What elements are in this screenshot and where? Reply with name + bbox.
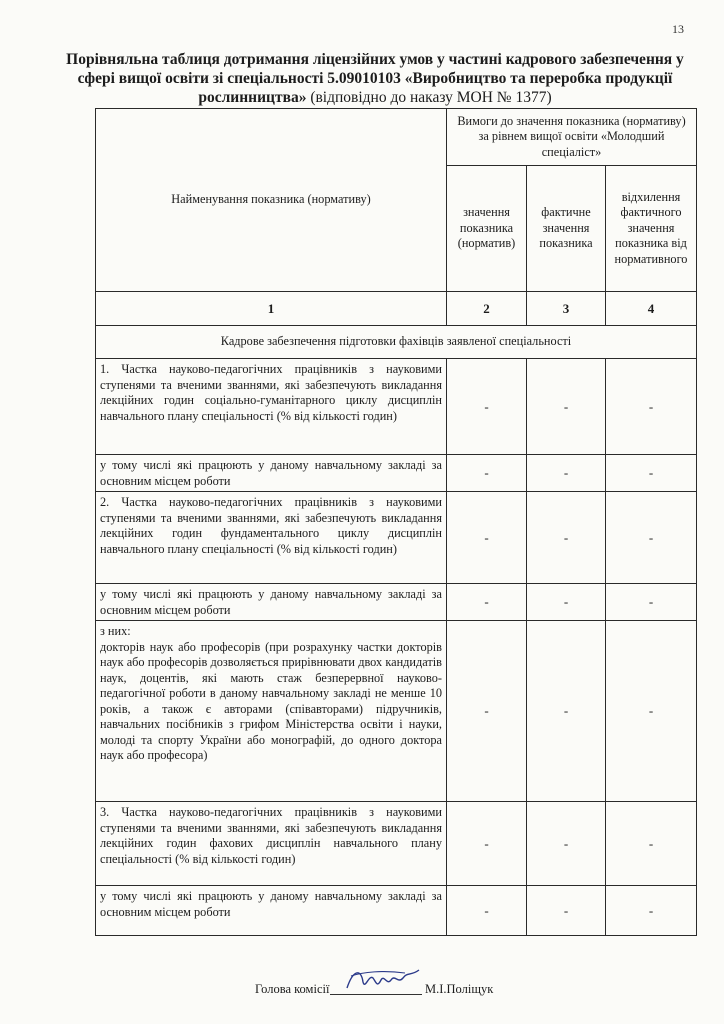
value-deviation: -	[606, 492, 697, 584]
value-norm: -	[447, 621, 527, 802]
indicator-text: 1. Частка науково-педагогічних працівників з науковими ступенями та вченими званнями, які забезпечують викладання лекційних годин соціально-гуманітарного циклу дисциплін навчального плану спеціальності (% від кількості годин)	[96, 359, 447, 455]
header-col4: відхилення фактичного значення показника від нормативного	[606, 166, 697, 292]
value-norm: -	[447, 455, 527, 492]
section-title: Кадрове забезпечення підготовки фахівців заявленої спеціальності	[96, 326, 697, 359]
handwritten-signature-icon	[343, 964, 423, 996]
document-title	[60, 50, 690, 107]
value-norm: -	[447, 492, 527, 584]
value-actual: -	[527, 584, 606, 621]
signer-name: М.І.Поліщук	[425, 982, 494, 996]
indicator-body: докторів наук або професорів (при розрахунку частки докторів наук або професорів дозволяється прирівнювати двох кандидатів наук, доцентів, які мають стаж безперервної науково-педагогічної роботи в даному навчальному закладі не менше 10 років, а також є авторами (співавторами) підручників, навчальних посібників з грифом Міністерства освіти і науки, молоді та спорту України або монографій, до одного доктора наук або професора)	[100, 639, 442, 762]
indicator-text: 2. Частка науково-педагогічних працівників з науковими ступенями та вченими званнями, які забезпечують викладання лекційних годин фундаментального циклу дисциплін навчального плану спеціальності (% від кількості годин)	[96, 492, 447, 584]
title-bold: Порівняльна таблиця дотримання ліцензійних умов у частині кадрового забезпечення у сфері вищої освіти зі спеціальності 5.09010103 «Виробництво та переробка продукції рослинництва»	[66, 51, 684, 106]
col-number-1: 1	[96, 292, 447, 326]
value-norm: -	[447, 584, 527, 621]
table-row	[96, 802, 697, 886]
page-number: 13	[672, 22, 684, 36]
table-row	[96, 359, 697, 455]
col-number-3: 3	[527, 292, 606, 326]
value-norm: -	[447, 802, 527, 886]
header-row-1	[96, 109, 697, 166]
signature-label: Голова комісії	[255, 982, 330, 996]
value-deviation: -	[606, 886, 697, 936]
indicator-subheading: з них:	[100, 624, 131, 638]
value-deviation: -	[606, 359, 697, 455]
value-actual: -	[527, 492, 606, 584]
value-norm: -	[447, 359, 527, 455]
col-number-4: 4	[606, 292, 697, 326]
value-deviation: -	[606, 455, 697, 492]
value-deviation: -	[606, 621, 697, 802]
table-row	[96, 886, 697, 936]
indicator-text: 3. Частка науково-педагогічних працівників з науковими ступенями та вченими званнями, які забезпечують викладання лекційних годин фахових дисциплін навчального плану спеціальності (% від кількості годин)	[96, 802, 447, 886]
table-row	[96, 455, 697, 492]
value-actual: -	[527, 359, 606, 455]
value-actual: -	[527, 886, 606, 936]
table-row	[96, 492, 697, 584]
value-actual: -	[527, 802, 606, 886]
comparison-table	[95, 108, 697, 936]
value-deviation: -	[606, 584, 697, 621]
value-norm: -	[447, 886, 527, 936]
numbers-row	[96, 292, 697, 326]
value-actual: -	[527, 455, 606, 492]
header-name-cell: Найменування показника (нормативу)	[96, 109, 447, 292]
header-group-cell: Вимоги до значення показника (нормативу) за рівнем вищої освіти «Молодший спеціаліст»	[447, 109, 697, 166]
table-row	[96, 621, 697, 802]
title-normal: (відповідно до наказу МОН № 1377)	[306, 89, 552, 106]
indicator-text: у тому числі які працюють у даному навчальному закладі за основним місцем роботи	[96, 584, 447, 621]
header-col2: значення показника (норматив)	[447, 166, 527, 292]
indicator-text	[96, 621, 447, 802]
signature-block	[255, 972, 575, 1002]
col-number-2: 2	[447, 292, 527, 326]
table-row	[96, 584, 697, 621]
indicator-text: у тому числі які працюють у даному навчальному закладі за основним місцем роботи	[96, 455, 447, 492]
value-deviation: -	[606, 802, 697, 886]
indicator-text: у тому числі які працюють у даному навчальному закладі за основним місцем роботи	[96, 886, 447, 936]
value-actual: -	[527, 621, 606, 802]
section-row	[96, 326, 697, 359]
header-col3: фактичне значення показника	[527, 166, 606, 292]
